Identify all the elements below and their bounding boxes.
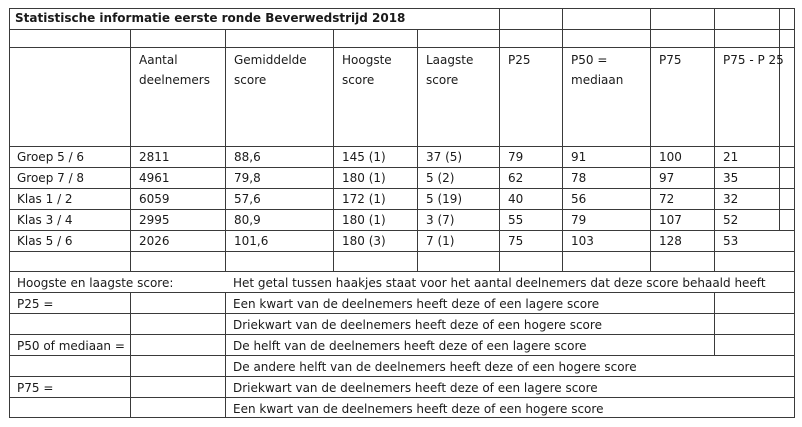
legend-text: Driekwart van de deelnemers heeft deze of een hogere score: [233, 318, 602, 332]
table-cell: 2811: [139, 150, 170, 164]
table-gridline: [562, 29, 563, 272]
table-cell: 180 (3): [342, 234, 386, 248]
table-cell: 88,6: [234, 150, 261, 164]
table-cell: 57,6: [234, 192, 261, 206]
legend-text: Een kwart van de deelnemers heeft deze of een lagere score: [233, 297, 600, 311]
table-gridline: [714, 8, 715, 30]
table-gridline: [714, 29, 715, 272]
table-cell: 52: [723, 213, 739, 227]
table-cell: 56: [571, 192, 587, 206]
table-gridline: [9, 292, 795, 293]
table-gridline: [9, 8, 795, 9]
column-header: deelnemers: [139, 73, 210, 87]
table-gridline: [499, 8, 500, 30]
column-header: score: [234, 73, 267, 87]
table-cell: 37 (5): [426, 150, 463, 164]
table-cell: 21: [723, 150, 739, 164]
table-cell: 91: [571, 150, 587, 164]
legend-label: P25 =: [17, 297, 54, 311]
table-gridline: [9, 29, 795, 30]
table-gridline: [499, 29, 500, 272]
legend-label: Hoogste en laagste score:: [17, 276, 174, 290]
table-gridline: [9, 188, 795, 189]
table-title: Statistische informatie eerste ronde Beverwedstrijd 2018: [15, 11, 406, 25]
row-label: Klas 5 / 6: [17, 234, 73, 248]
table-cell: 32: [723, 192, 739, 206]
row-label: Groep 5 / 6: [17, 150, 85, 164]
legend-text: De andere helft van de deelnemers heeft deze of een hogere score: [233, 360, 637, 374]
column-header: P75 - P 25: [723, 53, 784, 67]
table-cell: 180 (1): [342, 171, 386, 185]
column-header: P50 =: [571, 53, 608, 67]
table-cell: 145 (1): [342, 150, 386, 164]
legend-text: De helft van de deelnemers heeft deze of een lagere score: [233, 339, 587, 353]
table-cell: 79: [508, 150, 524, 164]
table-cell: 75: [508, 234, 524, 248]
table-cell: 55: [508, 213, 524, 227]
table-gridline: [9, 146, 795, 147]
table-cell: 97: [659, 171, 675, 185]
table-gridline: [650, 29, 651, 272]
table-gridline: [225, 29, 226, 272]
table-cell: 107: [659, 213, 682, 227]
table-cell: 180 (1): [342, 213, 386, 227]
table-gridline: [130, 292, 131, 418]
column-header: Laagste: [426, 53, 474, 67]
table-cell: 6059: [139, 192, 170, 206]
table-cell: 128: [659, 234, 682, 248]
table-gridline: [9, 47, 795, 48]
legend-text: Het getal tussen haakjes staat voor het aantal deelnemers dat deze score behaald heeft: [233, 276, 766, 290]
table-cell: 72: [659, 192, 675, 206]
column-header: Hoogste: [342, 53, 392, 67]
table-cell: 62: [508, 171, 524, 185]
table-cell: 100: [659, 150, 682, 164]
column-header: P75: [659, 53, 682, 67]
table-gridline: [9, 209, 795, 210]
table-cell: 5 (2): [426, 171, 455, 185]
table-border: [9, 8, 10, 418]
table-border: [794, 8, 795, 418]
table-gridline: [714, 292, 715, 356]
legend-label: P75 =: [17, 381, 54, 395]
column-header: Gemiddelde: [234, 53, 307, 67]
table-cell: 79,8: [234, 171, 261, 185]
table-cell: 4961: [139, 171, 170, 185]
table-cell: 172 (1): [342, 192, 386, 206]
table-cell: 7 (1): [426, 234, 455, 248]
table-gridline: [9, 271, 795, 272]
column-header: mediaan: [571, 73, 624, 87]
table-cell: 103: [571, 234, 594, 248]
table-gridline: [779, 8, 780, 231]
table-gridline: [417, 29, 418, 272]
table-cell: 2026: [139, 234, 170, 248]
table-cell: 40: [508, 192, 524, 206]
table-gridline: [130, 29, 131, 272]
table-gridline: [9, 167, 795, 168]
legend-text: Driekwart van de deelnemers heeft deze of een lagere score: [233, 381, 598, 395]
table-cell: 3 (7): [426, 213, 455, 227]
row-label: Groep 7 / 8: [17, 171, 85, 185]
table-cell: 80,9: [234, 213, 261, 227]
table-cell: 2995: [139, 213, 170, 227]
table-gridline: [9, 313, 795, 314]
table-cell: 5 (19): [426, 192, 463, 206]
table-cell: 35: [723, 171, 739, 185]
table-gridline: [9, 230, 795, 231]
row-label: Klas 3 / 4: [17, 213, 73, 227]
table-gridline: [9, 397, 795, 398]
table-gridline: [225, 292, 226, 418]
legend-label: P50 of mediaan =: [17, 339, 125, 353]
table-cell: 78: [571, 171, 587, 185]
table-gridline: [9, 376, 795, 377]
table-gridline: [9, 417, 795, 418]
column-header: P25: [508, 53, 531, 67]
legend-text: Een kwart van de deelnemers heeft deze of een hogere score: [233, 402, 604, 416]
table-gridline: [562, 8, 563, 30]
table-cell: 53: [723, 234, 739, 248]
column-header: Aantal: [139, 53, 178, 67]
table-gridline: [9, 251, 795, 252]
table-cell: 101,6: [234, 234, 269, 248]
table-cell: 79: [571, 213, 587, 227]
table-gridline: [333, 29, 334, 272]
table-gridline: [9, 355, 795, 356]
table-gridline: [9, 334, 795, 335]
column-header: score: [342, 73, 375, 87]
column-header: score: [426, 73, 459, 87]
row-label: Klas 1 / 2: [17, 192, 73, 206]
table-gridline: [650, 8, 651, 30]
